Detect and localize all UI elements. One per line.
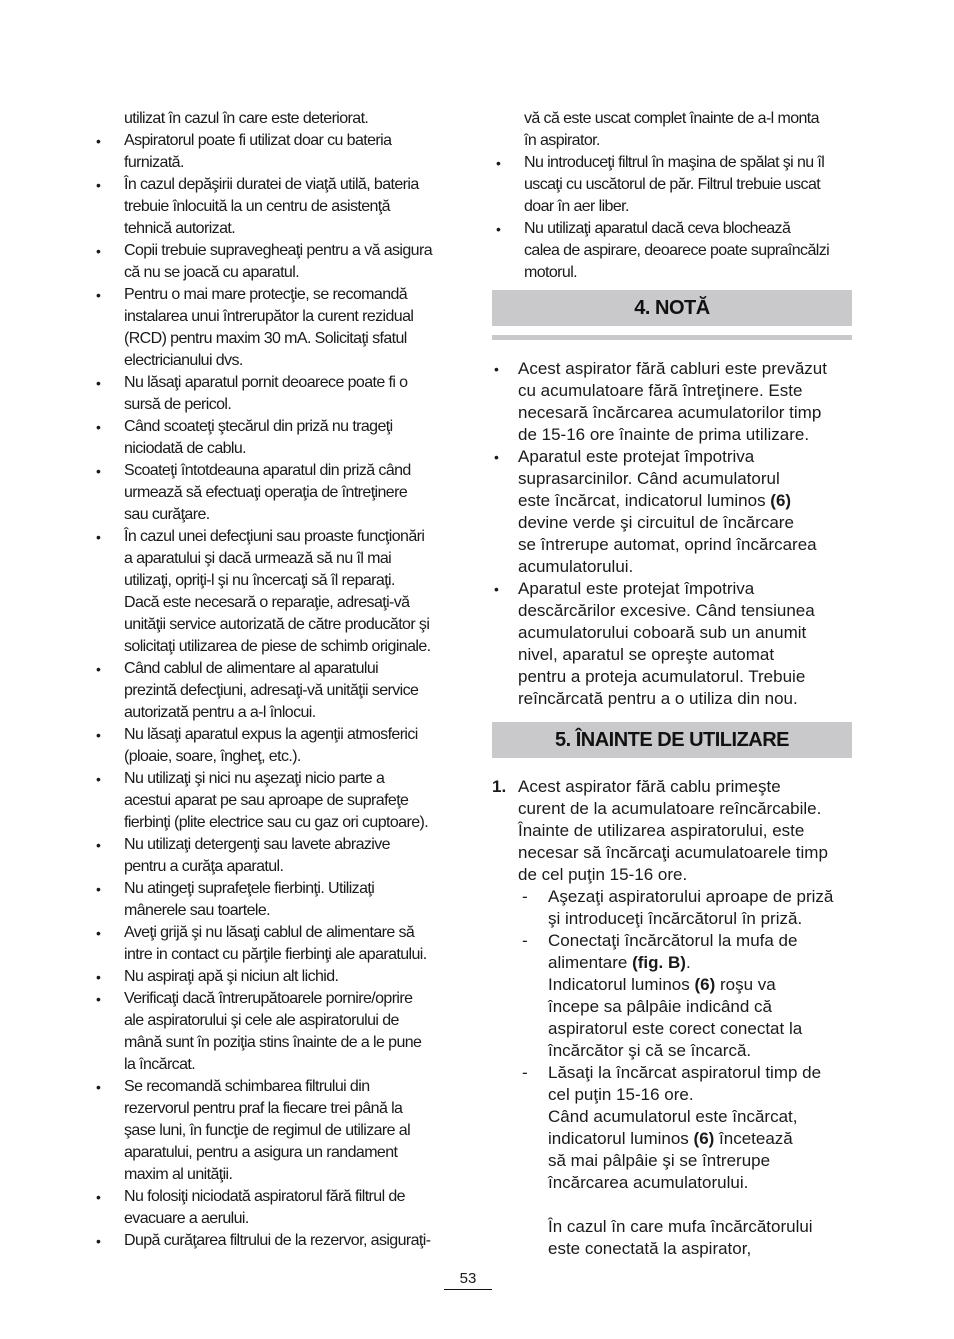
text-line: Lăsaţi la încărcat aspiratorul timp de	[548, 1063, 822, 1082]
text-line: Pentru o mai mare protecţie, se recomandă	[124, 286, 408, 303]
text-line: Copii trebuie supravegheaţi pentru a vă asigura	[124, 242, 433, 259]
text-line: necesară încărcarea acumulatorilor timp	[518, 403, 822, 422]
sub-step-2-line-2	[548, 952, 852, 974]
text-line: la încărcat.	[124, 1056, 196, 1073]
text-line: necesar să încărcaţi acumulatoarele timp	[518, 843, 828, 862]
bullet-item	[92, 768, 460, 834]
text-line: Aparatul este protejat împotriva	[518, 579, 755, 598]
text-line: aspiratorul este corect conectat la	[548, 1019, 803, 1038]
text-line: Dacă este necesară o reparaţie, adresaţi-vă	[124, 594, 410, 611]
text-line: După curăţarea filtrului de la rezervor, asiguraţi-	[124, 1232, 431, 1249]
text-line: (RCD) pentru maxim 30 mA. Solicitaţi sfatul	[124, 330, 407, 347]
sub-step-3-indicator-line	[548, 1128, 852, 1150]
bullet-marker: •	[496, 155, 501, 171]
bullet-marker: •	[96, 177, 101, 193]
text-line: maxim al unităţii.	[124, 1166, 233, 1183]
bullet-marker: •	[96, 419, 101, 435]
text-line: descărcărilor excesive. Când tensiunea	[518, 601, 815, 620]
bullet-marker: •	[96, 661, 101, 677]
text-line: uscaţi cu uscătorul de păr. Filtrul trebuie uscat	[524, 176, 821, 193]
text-line: încărcător şi că se încarcă.	[548, 1041, 752, 1060]
text-line: rezervorul pentru praf la fiecare trei până la	[124, 1100, 403, 1117]
section-5-body	[492, 776, 852, 1260]
text-line: Când scoateţi ştecărul din priză nu trageţi	[124, 418, 393, 435]
text-line: sursă de pericol.	[124, 396, 232, 413]
section-5-heading	[492, 722, 852, 758]
section-4-heading	[492, 290, 852, 326]
bullet-marker: •	[96, 727, 101, 743]
text-line: Aparatul este protejat împotriva	[518, 447, 755, 466]
bullet-marker: •	[96, 991, 101, 1007]
text-line: În cazul în care mufa încărcătorului	[548, 1217, 813, 1236]
bullet-item	[92, 284, 460, 372]
text-line: fierbinţi (plite electrice sau cu gaz ori cuptoare).	[124, 814, 429, 831]
text-line: pentru a proteja acumulatorul. Trebuie	[518, 667, 806, 686]
bullet-marker: •	[96, 837, 101, 853]
sub-step-2-line-3	[548, 974, 852, 996]
bullet-marker: •	[96, 529, 101, 545]
continuation-line: utilizat în cazul în care este deteriorat.	[124, 110, 369, 127]
text-line: acumulatorului.	[518, 557, 634, 576]
text-line: Acest aspirator fără cablu primeşte	[518, 777, 781, 796]
bullet-item	[92, 460, 460, 526]
text-line: Scoateţi întotdeauna aparatul din priză când	[124, 462, 411, 479]
text-line: Nu lăsaţi aparatul expus la agenţii atmosferici	[124, 726, 418, 743]
bullet-marker: •	[96, 1189, 101, 1205]
bullet-marker: •	[96, 133, 101, 149]
bullet-marker: •	[96, 925, 101, 941]
text-line: calea de aspirare, deoarece poate supraîncălzi	[524, 242, 830, 259]
bullet-item	[492, 446, 852, 578]
bullet-marker: •	[96, 375, 101, 391]
bullet-marker: •	[96, 881, 101, 897]
bullet-item	[92, 416, 460, 460]
text-line: Aşezaţi aspiratorului aproape de priză	[548, 887, 834, 906]
bullet-marker: •	[494, 449, 499, 465]
bullet-marker: •	[96, 1233, 101, 1249]
text-line: pentru a curăţa aparatul.	[124, 858, 284, 875]
text-line: cel puţin 15-16 ore.	[548, 1085, 694, 1104]
text: alimentare	[548, 953, 628, 972]
text-line: Aspiratorul poate fi utilizat doar cu bateria	[124, 132, 392, 149]
bullet-item	[92, 1230, 460, 1252]
bullet-item	[92, 1076, 460, 1186]
text-line: de cel puţin 15-16 ore.	[518, 865, 688, 884]
text-line: intre in contact cu părţile fierbinţi ale aparatului.	[124, 946, 427, 963]
text-line: urmează să efectuaţi operaţia de întreţinere	[124, 484, 408, 501]
text-line: ale aspiratorului şi cele ale aspiratorului de	[124, 1012, 399, 1029]
text-line: electricianului dvs.	[124, 352, 243, 369]
text-line: mânerele sau toartele.	[124, 902, 271, 919]
text: încetează	[719, 1129, 793, 1148]
bullet-item	[92, 174, 460, 240]
bullet-marker: •	[96, 287, 101, 303]
text-line: Verificaţi dacă întrerupătoarele pornire/oprire	[124, 990, 413, 1007]
text-line: niciodată de cablu.	[124, 440, 247, 457]
bullet-item	[492, 358, 852, 446]
text-line: a aparatului şi dacă urmează să nu îl mai	[124, 550, 392, 567]
text-line: sau curăţare.	[124, 506, 210, 523]
bullet-item	[492, 152, 852, 218]
continuation-line: vă că este uscat complet înainte de a-l monta	[524, 110, 819, 127]
section-4-title: 4. NOTĂ	[634, 296, 710, 319]
text-line: mână sunt în poziţia stins înainte de a le pune	[124, 1034, 422, 1051]
bullet-item	[492, 218, 852, 284]
text-line: este încărcat, indicatorul luminos (6)	[518, 491, 792, 510]
text-line: În cazul depăşirii duratei de viaţă utilă, bateria	[124, 176, 419, 193]
section-5-title: 5. ÎNAINTE DE UTILIZARE	[554, 728, 790, 751]
text-line: utilizaţi, opriţi-l şi nu încercaţi să îl reparaţi.	[124, 572, 395, 589]
text-line: suprasarcinilor. Când acumulatorul	[518, 469, 780, 488]
text-line: evacuare a aerului.	[124, 1210, 249, 1227]
text-line: Nu aspiraţi apă şi niciun alt lichid.	[124, 968, 339, 985]
text: roşu va	[720, 975, 776, 994]
dash-marker: -	[522, 887, 528, 906]
text-line: cu acumulatoare fără întreţinere. Este	[518, 381, 803, 400]
text-line: trebuie înlocuită la un centru de asistenţă	[124, 198, 390, 215]
bullet-item	[92, 130, 460, 174]
text-line: încărcarea acumulatorului.	[548, 1173, 749, 1192]
step-1-number: 1.	[492, 777, 507, 796]
text-line: că nu se joacă cu aparatul.	[124, 264, 300, 281]
text: indicatorul luminos	[548, 1129, 689, 1148]
bullet-marker: •	[96, 463, 101, 479]
text-line: furnizată.	[124, 154, 184, 171]
text-line: Aveţi grijă şi nu lăsaţi cablul de alimentare să	[124, 924, 415, 941]
text: Indicatorul luminos	[548, 975, 690, 994]
ref-6: (6)	[693, 1129, 715, 1148]
text-line: motorul.	[524, 264, 577, 281]
ref-6: (6)	[694, 975, 716, 994]
text-line: aparatului, pentru a asigura un randament	[124, 1144, 398, 1161]
text-line: Nu atingeţi suprafeţele fierbinţi. Utilizaţi	[124, 880, 375, 897]
bullet-item	[92, 878, 460, 922]
page-number: 53	[444, 1270, 492, 1290]
bullet-marker: •	[96, 771, 101, 787]
text-line: acumulatorului coboară sub un anumit	[518, 623, 807, 642]
text-line: acestui aparat pe sau aproape de suprafeţe	[124, 792, 409, 809]
bullet-item	[92, 988, 460, 1076]
right-top-text	[492, 108, 852, 284]
bullet-marker: •	[496, 221, 501, 237]
bullet-item	[92, 1186, 460, 1230]
sub-step-3	[492, 1062, 852, 1194]
text-line: tehnică autorizat.	[124, 220, 236, 237]
bullet-marker: •	[96, 243, 101, 259]
text-line: unităţii service autorizată de către producător şi	[124, 616, 430, 633]
text-line: curent de la acumulatoare reîncărcabile.	[518, 799, 822, 818]
text-line: şi introduceţi încărcătorul în priză.	[548, 909, 803, 928]
text-line: se întrerupe automat, oprind încărcarea	[518, 535, 817, 554]
dash-marker: -	[522, 1063, 528, 1082]
bullet-item	[92, 966, 460, 988]
bullet-item	[92, 922, 460, 966]
bullet-marker: •	[494, 581, 499, 597]
bullet-item	[92, 834, 460, 878]
text-line: solicitaţi utilizarea de piese de schimb originale.	[124, 638, 431, 655]
step-1	[492, 776, 852, 886]
text-line: este conectată la aspirator,	[548, 1239, 752, 1258]
text-line: autorizată pentru a a-l înlocui.	[124, 704, 316, 721]
text-line: prezintă defecţiuni, adresaţi-vă unităţii service	[124, 682, 419, 699]
text-line: În cazul unei defecţiuni sau proaste funcţionări	[124, 528, 425, 545]
text-line: devine verde şi circuitul de încărcare	[518, 513, 794, 532]
text-line: Nu introduceţi filtrul în maşina de spălat şi nu îl	[524, 154, 825, 171]
left-column	[92, 108, 460, 1252]
ref-6: (6)	[770, 491, 792, 510]
text-line: instalarea unui întrerupător la curent rezidual	[124, 308, 414, 325]
text-line: de 15-16 ore înainte de prima utilizare.	[518, 425, 810, 444]
text-line: Nu folosiţi niciodată aspiratorul fără filtrul de	[124, 1188, 405, 1205]
bullet-item	[92, 526, 460, 658]
dash-marker: -	[522, 931, 528, 950]
text-line: Se recomandă schimbarea filtrului din	[124, 1078, 370, 1095]
bullet-item	[492, 578, 852, 710]
text-line: doar în aer liber.	[524, 198, 629, 215]
text-line: Înainte de utilizarea aspiratorului, este	[518, 821, 805, 840]
bullet-marker: •	[494, 361, 499, 377]
text-line: reîncărcată pentru a o utiliza din nou.	[518, 689, 798, 708]
text-line: Acest aspirator fără cabluri este prevăzut	[518, 359, 827, 378]
text-line: (ploaie, soare, îngheţ, etc.).	[124, 748, 301, 765]
bullet-item	[92, 240, 460, 284]
sub-step-4	[492, 1216, 852, 1260]
bullet-item	[92, 724, 460, 768]
bullet-item	[92, 372, 460, 416]
text-line: şase luni, în funcţie de regimul de utilizare al	[124, 1122, 411, 1139]
bullet-marker: •	[96, 1079, 101, 1095]
text-line: să mai pâlpâie şi se întrerupe	[548, 1151, 771, 1170]
text-line: Nu utilizaţi şi nici nu aşezaţi nicio parte a	[124, 770, 385, 787]
sub-step-1	[492, 886, 852, 930]
bullet-item	[92, 658, 460, 724]
text-line: nivel, aparatul se opreşte automat	[518, 645, 775, 664]
text-line: Când cablul de alimentare al aparatului	[124, 660, 379, 677]
text-line: Nu utilizaţi aparatul dacă ceva blochează	[524, 220, 791, 237]
text-line: Nu utilizaţi detergenţi sau lavete abrazive	[124, 836, 390, 853]
right-column	[492, 108, 852, 1260]
text-line: Când acumulatorul este încărcat,	[548, 1107, 798, 1126]
bullet-marker: •	[96, 969, 101, 985]
sub-step-2	[492, 930, 852, 1062]
text-line: începe sa pâlpâie indicând că	[548, 997, 772, 1016]
text: .	[685, 953, 691, 972]
section-4-body	[492, 358, 852, 710]
fig-reference: (fig. B)	[632, 953, 686, 972]
continuation-line: în aspirator.	[524, 132, 600, 149]
text-line: Nu lăsaţi aparatul pornit deoarece poate fi o	[124, 374, 408, 391]
sub-step-2-line-1: Conectaţi încărcătorul la mufa de	[548, 931, 798, 950]
